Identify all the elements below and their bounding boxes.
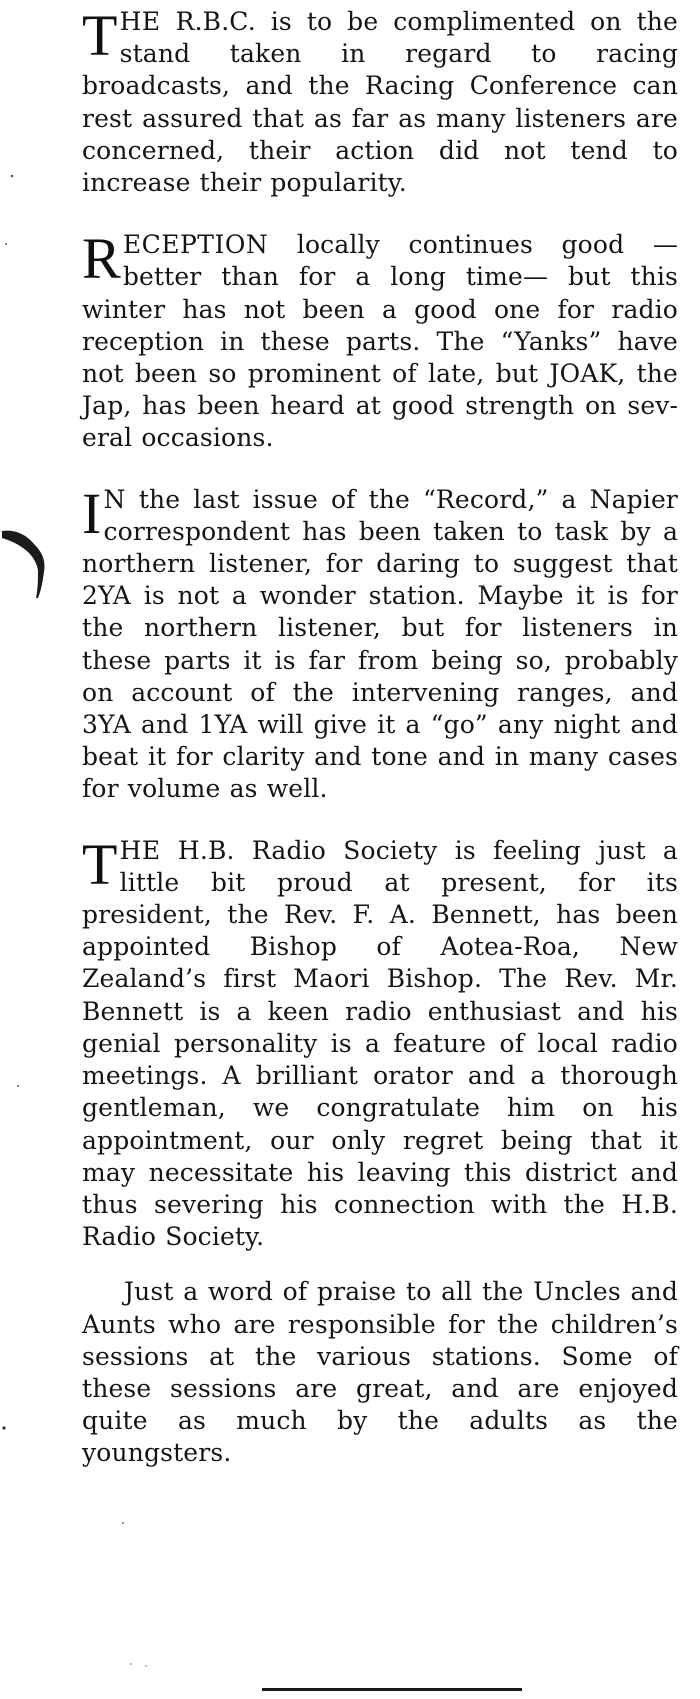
lead-in: HE bbox=[119, 7, 161, 36]
lead-in: ECEPTION bbox=[122, 230, 269, 260]
paragraph-rbc-racing bbox=[82, 3, 678, 199]
paragraph-text: locally continues good —better than for a long time— but this winter has not been a good one for radio reception in these parts. The “Yanks” have not been so prominent of late, but JOAK, the Jap, has been heard at good strength on several occasions. bbox=[82, 230, 678, 453]
drop-cap: R bbox=[82, 226, 121, 292]
paragraph-reception bbox=[82, 226, 678, 454]
paragraph-record-2ya bbox=[82, 480, 678, 806]
drop-cap: I bbox=[82, 480, 102, 546]
paragraph-uncles-aunts bbox=[82, 1276, 678, 1469]
drop-cap: T bbox=[82, 831, 118, 897]
paragraph-text: H.B. Radio Society is feeling just a little bit proud at present, for its president, the Rev. F. A. Bennett, has been appointed Bishop of Aotea-Roa, New Zealand’s first Maori Bishop. The Rev. Mr. Bennett is a keen radio enthusiast and his genial personality is a feature of local radio meetings. A brilliant orator and a thorough gentleman, we congratulate him on his appointment, our only regret being that it may necessitate his leaving this district and thus severing his connection with the H.B. Radio Society. bbox=[82, 835, 678, 1252]
lead-in: HE bbox=[119, 835, 161, 865]
paragraph-radio-society bbox=[82, 831, 678, 1254]
paragraph-text: R.B.C. is to be complimented on the stand taken in regard to racing broadcasts, and the Racing Conference can rest assured that as far as many listeners are concerned, their action did not tend to increase their popularity. bbox=[82, 7, 678, 198]
paragraph-text: the last issue of the “Record,” a Napier correspondent has been taken to task by a northern listener, for daring to suggest that 2YA is not a wonder station. Maybe it is for the northern listener, but for listeners in these parts it is far from being so, probably on account of the intervening ranges, and 3YA and 1YA will give it a “go” any night and beat it for clarity and tone and in many cases for volume as well. bbox=[82, 484, 678, 804]
ink-blot bbox=[2, 531, 45, 598]
paragraph-text: Just a word of praise to all the Uncles and Aunts who are responsible for the children’s sessions at the various stations. Some of these sessions are great, and are enjoyed quite as much by the adults as the youngsters. bbox=[82, 1277, 678, 1468]
drop-cap: T bbox=[82, 3, 118, 68]
closing-rule bbox=[262, 1688, 522, 1691]
article-column bbox=[82, 3, 678, 1470]
lead-in: N bbox=[103, 484, 126, 514]
